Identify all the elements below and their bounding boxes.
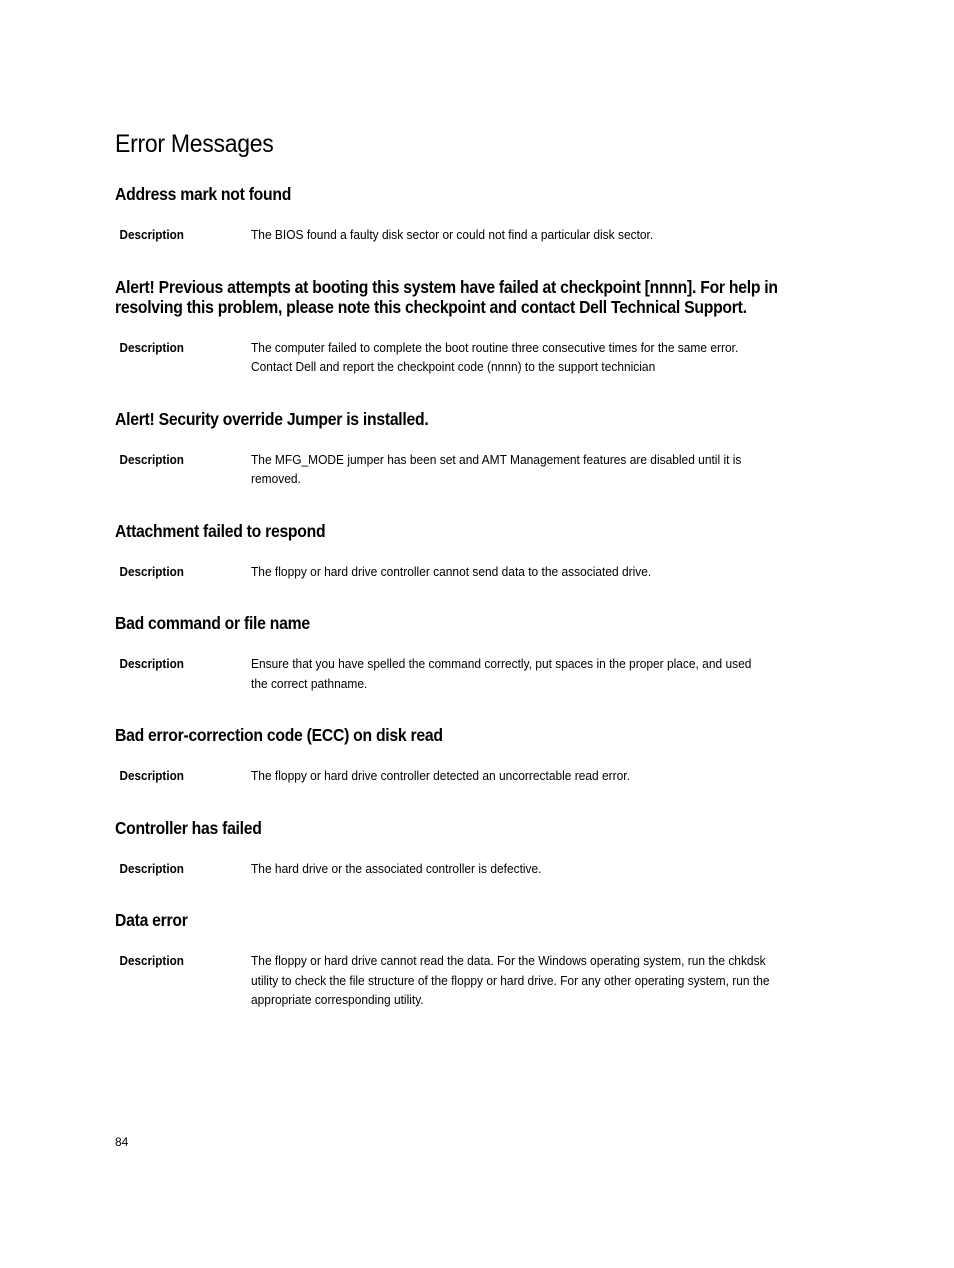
description-text: The floppy or hard drive controller detected an uncorrectable read error. [251, 768, 630, 783]
error-section-controller-failed [115, 818, 815, 879]
description-row [115, 450, 815, 489]
error-section-bad-ecc [115, 725, 815, 786]
description-text: The BIOS found a faulty disk sector or could not find a particular disk sector. [251, 227, 654, 242]
description-text: The floppy or hard drive controller cannot send data to the associated drive. [251, 563, 652, 579]
section-heading: Bad error-correction code (ECC) on disk read [115, 725, 443, 745]
error-section-address-mark [115, 184, 815, 245]
description-label: Description [119, 953, 184, 968]
description-label: Description [119, 656, 184, 671]
description-label: Description [119, 227, 184, 242]
section-heading: Alert! Security override Jumper is installed. [115, 408, 429, 429]
description-text: The MFG_MODE jumper has been set and AMT Management features are disabled until it is removed. [251, 451, 742, 486]
description-label: Description [119, 339, 184, 355]
section-heading: Controller has failed [115, 817, 262, 838]
section-heading: Data error [115, 910, 188, 930]
section-heading: Address mark not found [115, 184, 292, 204]
description-label: Description [119, 451, 184, 467]
error-section-alert-previous-attempts [115, 277, 815, 377]
section-heading: Attachment failed to respond [115, 520, 326, 541]
description-label: Description [119, 768, 184, 783]
section-heading: Bad command or file name [115, 613, 310, 633]
page-title: Error Messages [115, 130, 274, 158]
error-section-data-error [115, 910, 815, 1010]
error-section-alert-security-jumper [115, 409, 815, 489]
page-number: 84 [115, 1135, 129, 1149]
document-page [115, 128, 815, 1042]
description-label: Description [119, 563, 184, 579]
description-text: The floppy or hard drive cannot read the data. For the Windows operating system, run the chkdsk utility to check the file structure of the floppy or hard drive. For any other operating system, run the appropriate corresponding utility. [251, 953, 770, 1007]
description-row [115, 766, 815, 786]
description-row [115, 859, 815, 879]
description-text: The hard drive or the associated controller is defective. [251, 860, 542, 876]
description-text: The computer failed to complete the boot routine three consecutive times for the same error. Contact Dell and report the checkpoint code (nnnn) to the support technician [251, 339, 739, 374]
section-heading: Alert! Previous attempts at booting this system have failed at checkpoint [nnnn]. For help in resolving this problem, please note this checkpoint and contact Dell Technical Support. [115, 276, 778, 317]
description-text: Ensure that you have spelled the command correctly, put spaces in the proper place, and used the correct pathname. [251, 656, 752, 691]
description-row [115, 654, 815, 693]
description-row [115, 338, 815, 377]
description-label: Description [119, 860, 184, 876]
error-section-attachment-failed [115, 521, 815, 582]
description-row [115, 951, 815, 1010]
description-row [115, 225, 815, 245]
description-row [115, 562, 815, 582]
error-section-bad-command [115, 613, 815, 693]
